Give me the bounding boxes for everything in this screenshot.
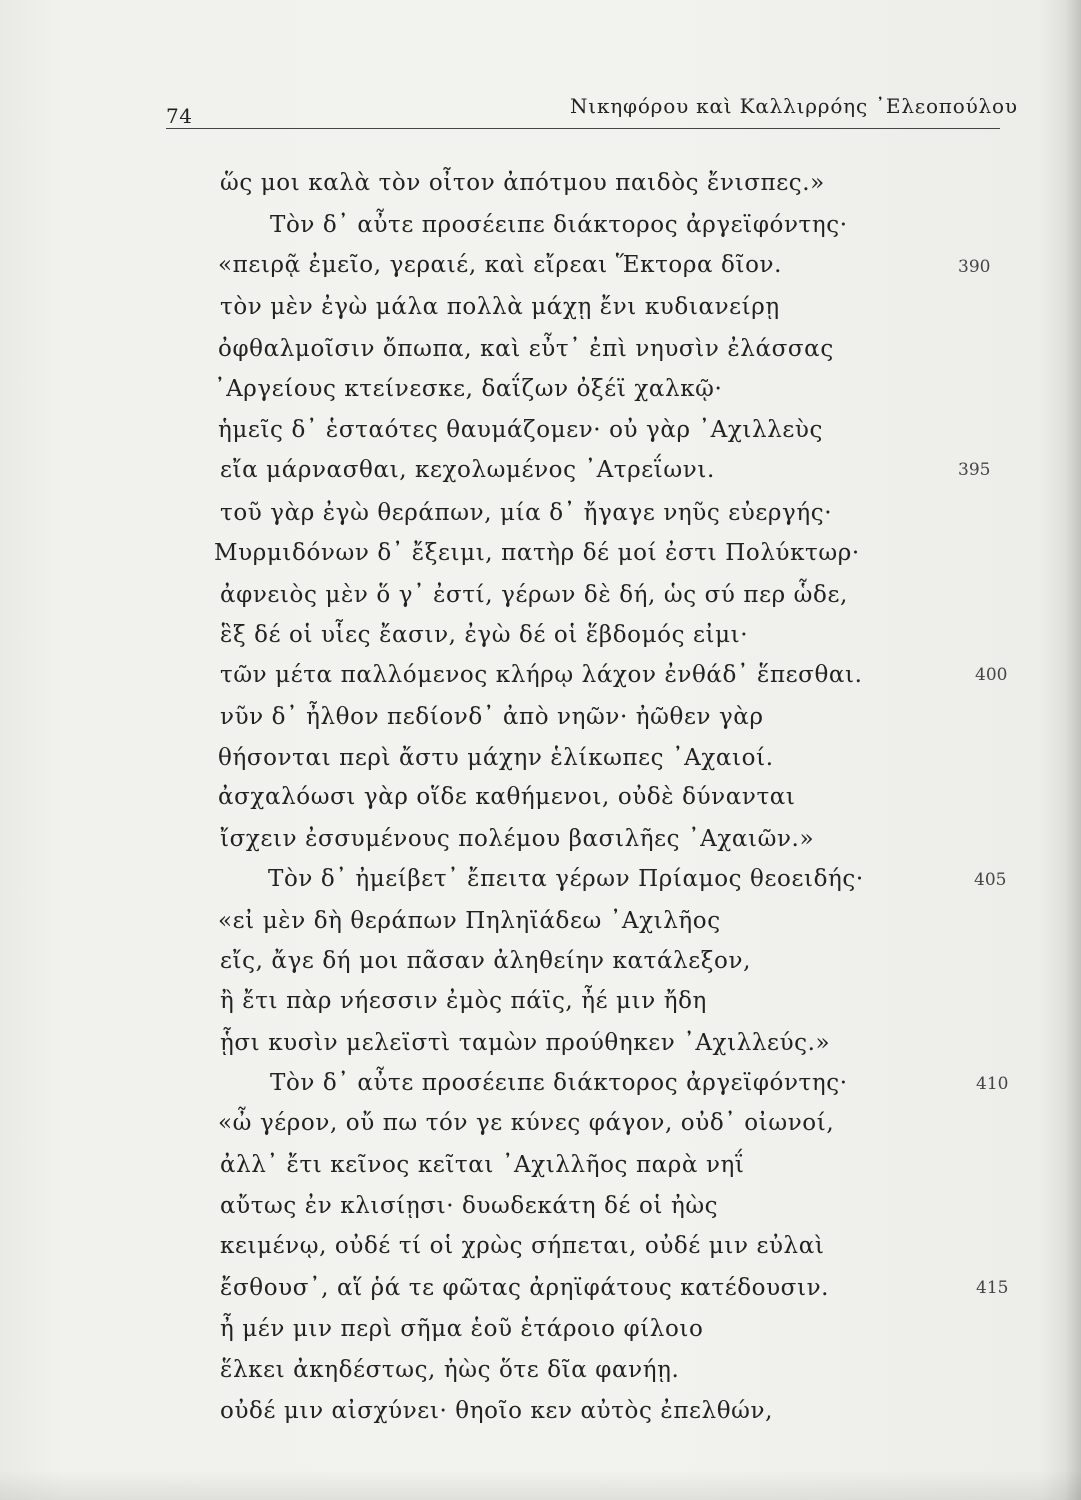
verse-line: ὀφθαλμοῖσιν ὄπωπα, καὶ εὖτ᾿ ἐπὶ νηυσὶν ἐλάσσας	[218, 336, 834, 362]
verse-line: τῶν μέτα παλλόμενος κλήρῳ λάχον ἐνθάδ᾿ ἕπεσθαι.	[220, 662, 863, 688]
verse-line: εἴα μάρνασθαι, κεχολωμένος ᾿Ατρεΐωνι.	[220, 457, 715, 483]
verse-line: αὔτως ἐν κλισίῃσι· δυωδεκάτη δέ οἱ ἠὼς	[220, 1193, 719, 1219]
verse-line: νῦν δ᾿ ἦλθον πεδίονδ᾿ ἀπὸ νηῶν· ἠῶθεν γὰρ	[220, 704, 764, 730]
verse-line: «εἰ μὲν δὴ θεράπων Πηληϊάδεω ᾿Αχιλῆος	[218, 908, 721, 934]
verse-line: ἔσθουσ᾿, αἵ ῥά τε φῶτας ἀρηϊφάτους κατέδουσιν.	[220, 1275, 830, 1301]
line-number: 415	[976, 1278, 1009, 1298]
verse-line: οὐδέ μιν αἰσχύνει· θηοῖο κεν αὐτὸς ἐπελθών,	[220, 1398, 774, 1424]
verse-line: θήσονται περὶ ἄστυ μάχην ἑλίκωπες ᾿Αχαιοί.	[218, 745, 774, 771]
verse-line: ἴσχειν ἐσσυμένους πολέμου βασιλῆες ᾿Αχαιῶν.»	[220, 826, 815, 852]
verse-line: Μυρμιδόνων δ᾿ ἔξειμι, πατὴρ δέ μοί ἐστι Πολύκτωρ·	[214, 540, 860, 566]
verse-line: κειμένῳ, οὐδέ τί οἱ χρὼς σήπεται, οὐδέ μιν εὐλαὶ	[220, 1233, 825, 1259]
verse-line: ὥς μοι καλὰ τὸν οἶτον ἀπότμου παιδὸς ἔνισπες.»	[220, 170, 825, 196]
line-number: 400	[975, 665, 1008, 685]
verse-line: ᾿Αργείους κτείνεσκε, δαΐζων ὀξέϊ χαλκῷ·	[214, 376, 723, 402]
running-head: Νικηφόρου καὶ Καλλιρρόης ᾿Ελεοπούλου	[570, 94, 1018, 118]
verse-line: τοῦ γὰρ ἐγὼ θεράπων, μία δ᾿ ἤγαγε νηῦς εὐεργής·	[220, 500, 833, 526]
verse-line: «πειρᾷ ἐμεῖο, γεραιέ, καὶ εἴρεαι Ἕκτορα δῖον.	[218, 252, 783, 278]
verse-line: Τὸν δ᾿ αὖτε προσέειπε διάκτορος ἀργεϊφόντης·	[270, 212, 848, 238]
verse-line: ἀφνειὸς μὲν ὅ γ᾿ ἐστί, γέρων δὲ δή, ὡς σύ περ ὧδε,	[220, 582, 848, 608]
verse-line: ἡμεῖς δ᾿ ἑσταότες θαυμάζομεν· οὐ γὰρ ᾿Αχιλλεὺς	[218, 417, 823, 443]
verse-line: Τὸν δ᾿ ἠμείβετ᾿ ἔπειτα γέρων Πρίαμος θεοειδής·	[268, 866, 864, 892]
verse-line: Τὸν δ᾿ αὖτε προσέειπε διάκτορος ἀργεϊφόντης·	[270, 1070, 848, 1096]
verse-line: τὸν μὲν ἐγὼ μάλα πολλὰ μάχῃ ἔνι κυδιανείρῃ	[220, 294, 780, 320]
verse-line: ἕλκει ἀκηδέστως, ἠὼς ὅτε δῖα φανήῃ.	[220, 1357, 680, 1383]
verse-line: ἢ ἔτι πὰρ νήεσσιν ἐμὸς πάϊς, ἦέ μιν ἤδη	[220, 988, 707, 1014]
page-number: 74	[166, 104, 193, 128]
verse-line: ἓξ δέ οἱ υἷες ἔασιν, ἐγὼ δέ οἱ ἕβδομός εἰμι·	[220, 622, 749, 648]
verse-line: «ὦ γέρον, οὔ πω τόν γε κύνες φάγον, οὐδ᾿ οἰωνοί,	[218, 1110, 835, 1136]
verse-line: ἀλλ᾿ ἔτι κεῖνος κεῖται ᾿Αχιλλῆος παρὰ νηΐ	[220, 1152, 745, 1178]
verse-line: ᾗσι κυσὶν μελεϊστὶ ταμὼν προύθηκεν ᾿Αχιλλεύς.»	[220, 1030, 831, 1056]
verse-line: ἦ μέν μιν περὶ σῆμα ἑοῦ ἑτάροιο φίλοιο	[220, 1316, 704, 1342]
line-number: 395	[958, 460, 991, 480]
line-number: 410	[976, 1074, 1009, 1094]
line-number: 390	[958, 257, 991, 277]
line-number: 405	[974, 870, 1007, 890]
verse-line: εἴς, ἄγε δή μοι πᾶσαν ἀληθείην κατάλεξον,	[220, 948, 751, 974]
verse-line: ἀσχαλόωσι γὰρ οἵδε καθήμενοι, οὐδὲ δύνανται	[218, 784, 796, 810]
